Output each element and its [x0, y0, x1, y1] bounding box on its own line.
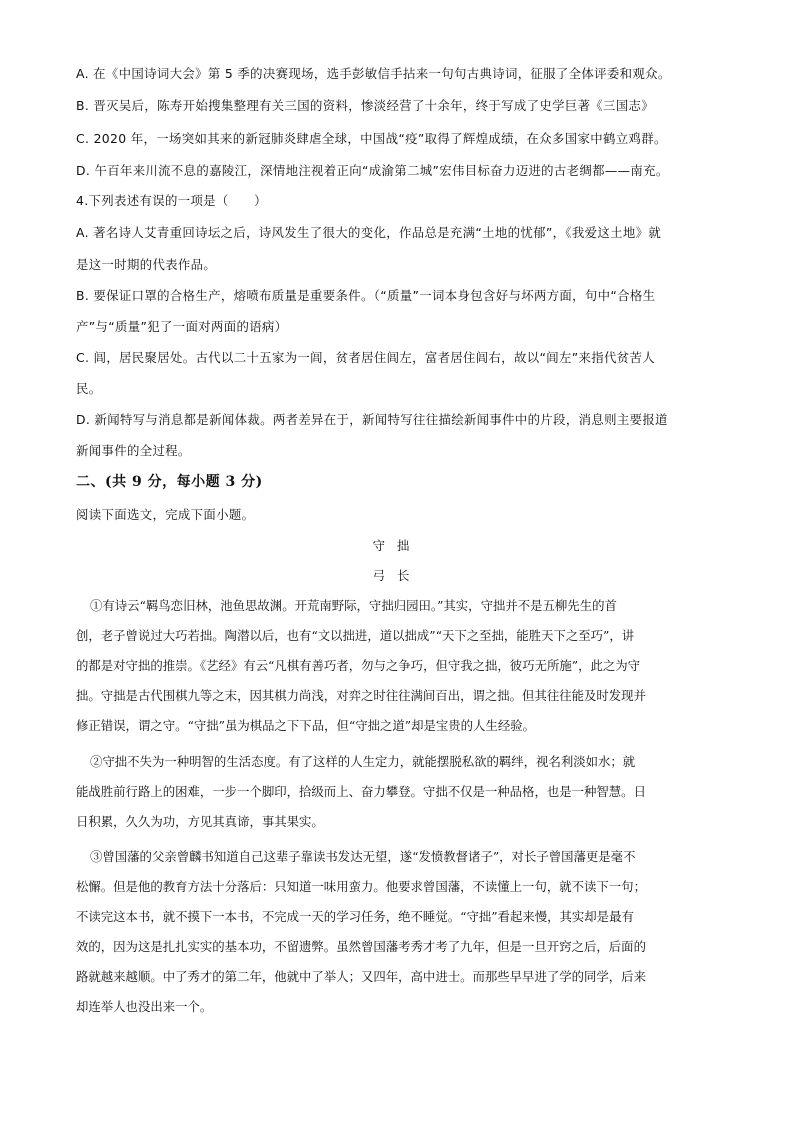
q4-option-c-line1: C. 闾，居民聚居处。古代以二十五家为一闾，贫者居住闾左，富者居住闾右，故以“闾左”来指代贫苦人 [76, 350, 655, 365]
section-instruction: 阅读下面选文，完成下面小题。 [76, 507, 255, 522]
para3-line: 却连举人也没出来一个。 [76, 999, 213, 1014]
para1-line: 的都是对守拙的推崇。《艺经》有云“凡棋有善巧者，勿与之争巧，但守我之拙，彼巧无所施”，此之为守 [76, 658, 641, 673]
q3-option-b: B. 晋灭吴后，陈寿开始搜集整理有关三国的资料，惨淡经营了十余年，终于写成了史学巨著《三国志》 [76, 98, 655, 113]
q4-option-d-line1: D. 新闻特写与消息都是新闻体裁。两者差异在于，新闻特写往往描绘新闻事件中的片段，消息则主要报道 [76, 412, 668, 427]
section-heading: 二、(共 9 分，每小题 3 分) [76, 474, 263, 490]
q4-option-c-line2: 民。 [76, 381, 102, 396]
para1-line: 拙。守拙是古代围棋九等之末，因其棋力尚浅，对弈之时往往满间百出，谓之拙。但其往往能及时发现并 [76, 688, 646, 703]
para3-line: 路就越来越顺。中了秀才的第二年，他就中了举人；又四年，高中进士。而那些早早进了学的同学，后来 [76, 969, 646, 984]
q4-option-d-line2: 新闻事件的全过程。 [76, 443, 191, 458]
q4-option-a-line2: 是这一时期的代表作品。 [76, 257, 217, 272]
q3-option-c: C. 2020 年，一场突如其来的新冠肺炎肆虐全球，中国战“疫”取得了辉煌成绩，在众多国家中鹤立鸡群。 [76, 131, 667, 146]
para3-line: 松懈。但是他的教育方法十分落后：只知道一味用蛮力。他要求曾国藩，不读懂上一句，就不读下一句； [76, 879, 646, 894]
para2-line: 日积累，久久为功，方见其真谛，事其果实。 [76, 814, 324, 829]
para3-line: ③曾国藩的父亲曾麟书知道自己这辈子靠读书发达无望，遂“发愤教督诸子”，对长子曾国藩更是毫不 [90, 849, 636, 864]
q3-option-a: A. 在《中国诗词大会》第 5 季的决赛现场，选手彭敏信手拈来一句句古典诗词，征服了全体评委和观众。 [76, 66, 671, 81]
para1-line: 创，老子曾说过大巧若拙。陶潜以后，也有“文以拙进，道以拙成”“天下之至拙，能胜天下之至巧”，讲 [76, 628, 635, 643]
para1-line: ①有诗云“羁鸟恋旧林，池鱼思故渊。开荒南野际，守拙归园田。”其实，守拙并不是五柳先生的首 [90, 598, 617, 613]
para3-line: 效的，因为这是扎扎实实的基本功，不留遗弊。虽然曾国藩考秀才考了九年，但是一旦开窍之后，后面的 [76, 939, 646, 954]
q4-option-b-line1: B. 要保证口罩的合格生产，熔喷布质量是重要条件。（“质量”一词本身包含好与坏两方面，句中“合格生 [76, 288, 656, 303]
article-title: 守拙 [372, 538, 422, 553]
para3-line: 不读完这本书，就不摸下一本书，不完成一天的学习任务，绝不睡觉。“守拙”看起来慢，其实却是最有 [76, 909, 634, 924]
article-author: 弓长 [372, 568, 422, 583]
q4-option-a-line1: A. 著名诗人艾青重回诗坛之后，诗风发生了很大的变化，作品总是充满“土地的忧郁”，《我爱这土地》就 [76, 225, 662, 240]
q3-option-d: D. 午百年来川流不息的嘉陵江，深情地注视着正向“成渝第二城”宏伟目标奋力迈进的古老绸都——南充。 [76, 163, 669, 178]
q4-stem: 4.下列表述有误的一项是（ ） [76, 193, 267, 208]
para2-line: ②守拙不失为一种明智的生活态度。有了这样的人生定力，就能摆脱私欲的羁绊，视名利淡如水；就 [90, 754, 636, 769]
para2-line: 能战胜前行路上的困难，一步一个脚印，拾级而上、奋力攀登。守拙不仅是一种品格，也是一种智慧。日 [76, 784, 646, 799]
q4-option-b-line2: 产”与“质量”犯了一面对两面的语病） [76, 319, 288, 334]
para1-line: 修正错误，谓之守。“守拙”虽为棋品之下下品，但“守拙之道”却是宝贵的人生经验。 [76, 718, 536, 733]
